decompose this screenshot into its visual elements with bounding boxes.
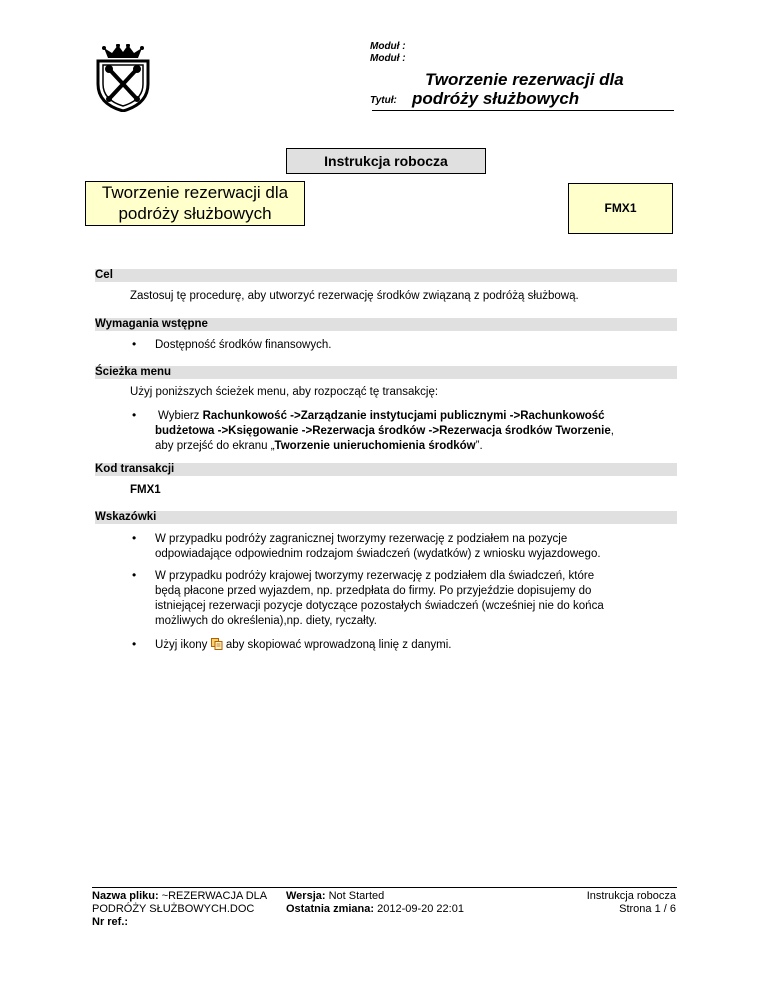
menu-path-line3-suffix: ”. [475,440,483,452]
wskazowka-2-line4: możliwych do określenia),np. diety, ryczałty. [155,615,377,627]
footer-page-number: Strona 1 / 6 [619,903,676,915]
copy-line-icon [211,638,223,650]
menu-path-comma: , [610,425,614,437]
menu-path-line2 [155,424,675,439]
section-heading-cel: Cel [95,269,677,282]
section-heading-kod-transakcji: Kod transakcji [95,463,677,476]
document-type-box: Instrukcja robocza [286,148,486,174]
header-title-line1: Tworzenie rezerwacji dla [425,70,624,89]
header-module-label-1: Moduł : [370,41,406,52]
section-heading-wskazowki: Wskazówki [95,511,677,524]
footer-version-info [286,890,464,916]
menu-path-part1: Rachunkowość ->Zarządzanie instytucjami publicznymi ->Rachunkowość [202,410,605,422]
procedure-title-line1: Tworzenie rezerwacji dla [101,183,289,202]
header-divider [372,110,674,111]
menu-path-bullet [155,409,675,454]
wskazowka-2 [155,569,604,629]
wskazowka-3-before: Użyj ikony [155,639,208,651]
wymagania-bullet: Dostępność środków finansowych. [155,339,332,351]
sciezka-intro: Użyj poniższych ścieżek menu, aby rozpocząć tę transakcję: [130,386,439,398]
footer-file-info [92,890,267,929]
cel-text: Zastosuj tę procedurę, aby utworzyć rezerwację środków związaną z podróżą służbową. [130,290,579,302]
menu-path-part2: budżetowa ->Księgowanie ->Rezerwacja środków ->Rezerwacja środków Tworzenie [155,425,611,437]
wskazowka-1-line1: W przypadku podróży zagranicznej tworzymy rezerwację z podziałem na pozycje [155,533,568,545]
footer-file-value-2: PODRÓŻY SŁUŻBOWYCH.DOC [92,903,255,915]
menu-path-prefix: Wybierz [158,410,203,422]
footer-doc-type: Instrukcja robocza [586,890,676,902]
footer-page-info [587,890,676,916]
header-module-label-2: Moduł : [370,53,406,64]
bullet-dot: • [132,531,137,545]
header-title-line2: podróży służbowych [412,89,580,108]
wskazowka-1 [155,532,601,562]
menu-path-line1 [155,409,675,424]
footer-file-label: Nazwa pliku: [92,890,159,902]
kod-transakcji-value: FMX1 [130,484,161,496]
bullet-dot: • [132,337,137,351]
wskazowka-2-line1: W przypadku podróży krajowej tworzymy rezerwację z podziałem dla świadczeń, które [155,570,595,582]
bullet-dot: • [132,408,137,422]
menu-path-screen-name: Tworzenie unieruchomienia środków [274,440,476,452]
footer-changed-label: Ostatnia zmiana: [286,903,375,915]
menu-path-line3-prefix: aby przejść do ekranu „ [155,440,275,452]
university-crest-logo [94,44,152,112]
bullet-dot: • [132,568,137,582]
section-heading-wymagania: Wymagania wstępne [95,318,677,331]
footer-version-label: Wersja: [286,890,326,902]
transaction-code-box: FMX1 [568,183,673,234]
procedure-title-box [85,181,305,226]
wskazowka-2-line3: istniejącej rezerwacji pozycje dotyczące pozostałych świadczeń (wcześniej nie do końca [155,600,604,612]
footer-version-value: Not Started [328,890,385,902]
wskazowka-2-line2: będą płacone przed wyjazdem, np. przedpłata do firmy. Po przyjeździe dopisujemy do [155,585,592,597]
footer-changed-value: 2012-09-20 22:01 [377,903,464,915]
footer-ref-label: Nr ref.: [92,916,129,928]
footer-divider [92,887,677,888]
procedure-title-line2: podróży służbowych [118,204,272,223]
footer-file-value-1: ~REZERWACJA DLA [161,890,268,902]
wskazowka-3 [155,638,451,653]
header-title-label: Tytuł: [370,95,397,106]
wskazowka-3-after: aby skopiować wprowadzoną linię z danymi. [225,639,452,651]
menu-path-line3 [155,439,675,454]
section-heading-sciezka-menu: Ścieżka menu [95,366,677,379]
bullet-dot: • [132,637,137,651]
wskazowka-1-line2: odpowiadające odpowiednim rodzajom świadczeń (wydatków) z wniosku wyjazdowego. [155,548,601,560]
